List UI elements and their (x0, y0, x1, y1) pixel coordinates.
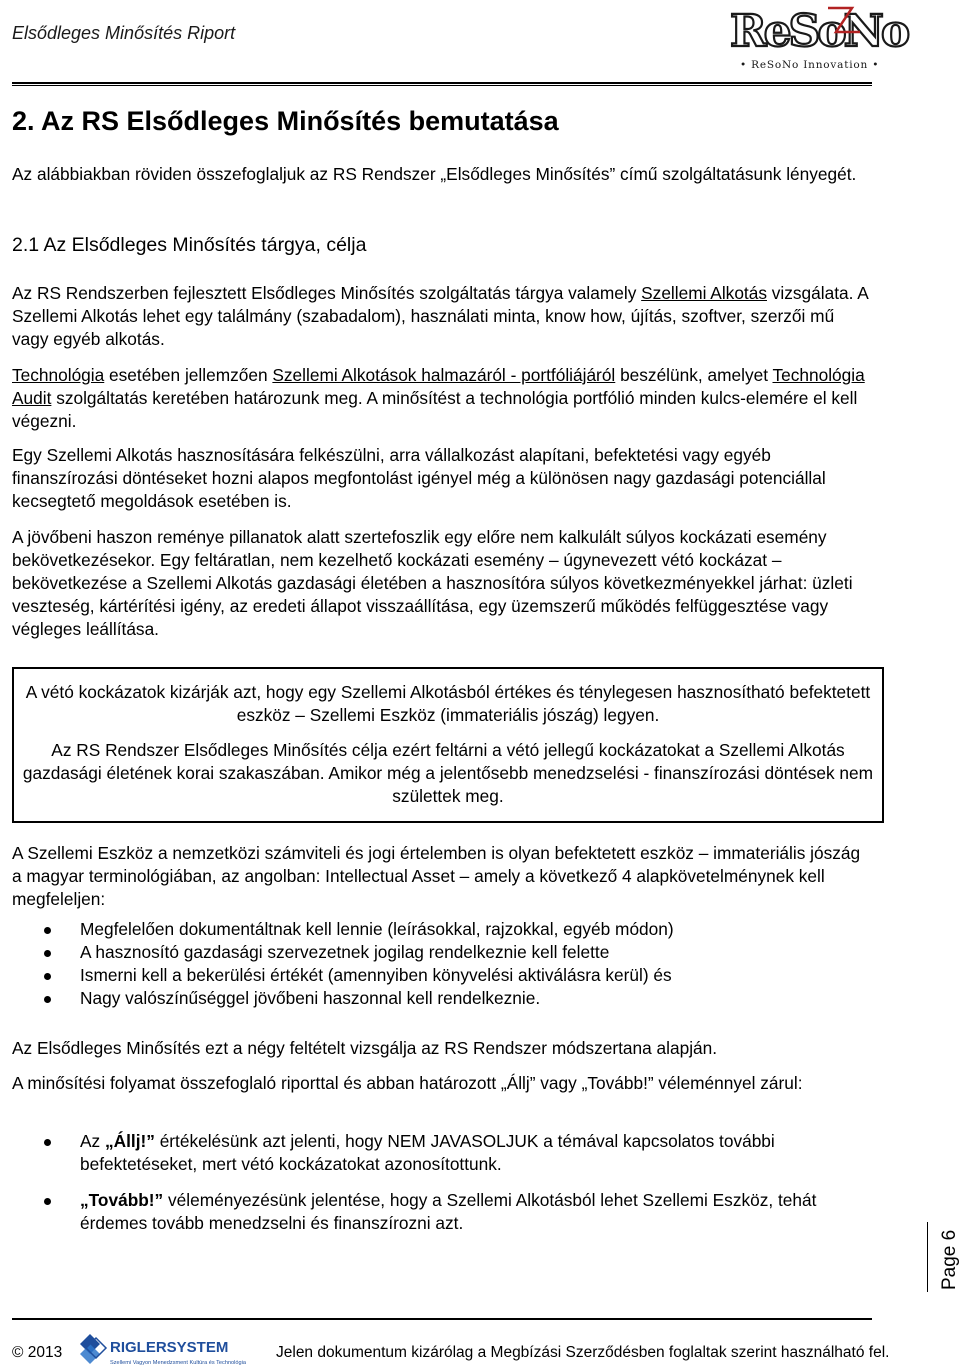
bullet-icon (44, 1198, 51, 1205)
paragraph-intellectual-asset: A Szellemi Eszköz a nemzetközi számviteli és jogi értelemben is olyan befektetett eszköz – immateriális jószág a magyar terminológiában, az angolban: Intellectual Asset – amely a következő 4 alapkövetelménynek kell megfeleljen: (12, 843, 861, 909)
document-header-title: Elsődleges Minősítés Riport (12, 23, 236, 43)
header-rule (12, 82, 872, 84)
bullet-icon (44, 927, 51, 934)
verdict-list (12, 1130, 870, 1235)
page-number: Page 6 (939, 1229, 960, 1290)
bullet-icon (44, 1139, 51, 1146)
verdict-continue-label: „Tovább!” (80, 1190, 164, 1210)
requirements-list (12, 918, 870, 1010)
subsection-heading: 2.1 Az Elsődleges Minősítés tárgya, célja (12, 234, 367, 256)
section-heading: 2. Az RS Elsődleges Minősítés bemutatása (12, 106, 559, 136)
list-item: A hasznosító gazdasági szervezetnek jogilag rendelkeznie kell felette (12, 941, 870, 964)
riglersystem-emblem-icon (80, 1334, 106, 1364)
paragraph-preparation: Egy Szellemi Alkotás hasznosítására felkészülni, arra vállalkozást alapítani, befektetési vagy egyéb finanszírozási döntéseket hozni alapos megfontolást igényel még a különösen nagy gazdasági potenciállal kecsegtető megoldások esetében is. (12, 445, 826, 511)
logo-subtitle: • ReSoNo Innovation • (740, 59, 880, 71)
list-item: Ismerni kell a bekerülési értékét (amennyiben könyvelési aktiválásra kerül) és (12, 964, 870, 987)
page-number-rule (927, 1222, 928, 1292)
link-technologia-audit[interactable]: Technológia Audit (12, 365, 865, 408)
list-item: Nagy valószínűséggel jövőbeni haszonnal kell rendelkeznie. (12, 987, 870, 1010)
link-portfolio[interactable]: Szellemi Alkotások halmazáról - portfóliájáról (272, 365, 616, 385)
callout-paragraph-2: Az RS Rendszer Elsődleges Minősítés célja ezért feltárni a vétó jellegű kockázatokat a Szellemi Alkotás gazdasági életének korai szakaszában. Amikor még a jelentősebb menedzselési - finanszírozási döntések nem születtek meg. (22, 740, 874, 806)
paragraph-subject: Az RS Rendszerben fejlesztett Elsődleges Minősítés szolgáltatás tárgya valamely Szellemi Alkotás vizsgálata. A Szellemi Alkotás lehet egy találmány (szabadalom), használati minta, know how, újítás, szoftver, szerzői mű vagy egyéb alkotás. (12, 283, 868, 349)
paragraph-veto-risk: A jövőbeni haszon reménye pillanatok alatt szertefoszlik egy előre nem kalkulált súlyos kockázati esemény bekövetkezésekor. Egy feltáratlan, nem kezelhető kockázati esemény – úgynevezett vétó kockázat – bekövetkezése a Szellemi Alkotás gazdasági életében a hasznosítóra súlyos következményekkel járhat: üzleti veszteség, kártérítési igény, az eredeti állapot visszaállítása, egy üzemszerű működés felfüggesztése vagy végleges leállítása. (12, 527, 853, 639)
callout-paragraph-1: A vétó kockázatok kizárják azt, hogy egy Szellemi Alkotásból értékes és ténylegesen hasznosítható befektetett eszköz – Szellemi Eszköz (immateriális jószág) legyen. (25, 682, 871, 725)
link-szellemi-alkotas[interactable]: Szellemi Alkotás (641, 283, 767, 303)
footer-logo-text: RIGLERSYSTEM (110, 1339, 229, 1356)
list-item: „Tovább!” véleményezésünk jelentése, hogy a Szellemi Alkotásból lehet Szellemi Eszköz, tehát érdemes tovább menedzselni és finanszírozni azt. (12, 1189, 870, 1235)
paragraph-technology: Technológia esetében jellemzően Szellemi Alkotások halmazáról - portfóliájáról beszélünk, amelyet Technológia Audit szolgáltatás keretében határozunk meg. A minősítést a technológia portfólió minden kulcs-elemére el kell végezni. (12, 365, 865, 431)
paragraph-methodology: Az Elsődleges Minősítés ezt a négy feltételt vizsgálja az RS Rendszer módszertana alapján. (12, 1038, 718, 1058)
header-rule-thin (12, 85, 872, 86)
link-technologia[interactable]: Technológia (12, 365, 105, 385)
riglersystem-logo (76, 1330, 256, 1370)
list-item: Megfelelően dokumentáltnak kell lennie (leírásokkal, rajzokkal, egyéb módon) (12, 918, 870, 941)
callout-box (12, 667, 884, 823)
footer-copyright: © 2013 (12, 1344, 63, 1361)
footer-rule (12, 1318, 872, 1320)
footer-usage-note: Jelen dokumentum kizárólag a Megbízási Szerződésben foglaltak szerint használható fel. (276, 1344, 890, 1361)
paragraph-process: A minősítési folyamat összefoglaló riporttal és abban határozott „Állj” vagy „Tovább!” véleménnyel zárul: (12, 1073, 803, 1093)
footer-logo-tagline: Szellemi Vagyon Menedzsment Kultúra és Technológia (110, 1360, 246, 1366)
section-intro: Az alábbiakban röviden összefoglaljuk az RS Rendszer „Elsődleges Minősítés” című szolgáltatásunk lényegét. (12, 164, 857, 184)
verdict-stop-label: „Állj!” (104, 1131, 155, 1151)
bullet-icon (44, 973, 51, 980)
bullet-icon (44, 950, 51, 957)
bullet-icon (44, 996, 51, 1003)
list-item: Az „Állj!” értékelésünk azt jelenti, hogy NEM JAVASOLJUK a témával kapcsolatos további befektetéseket, mert vétó kockázatokat azonosítottunk. (12, 1130, 870, 1176)
logo-wordmark: ReSoNo (730, 6, 908, 57)
